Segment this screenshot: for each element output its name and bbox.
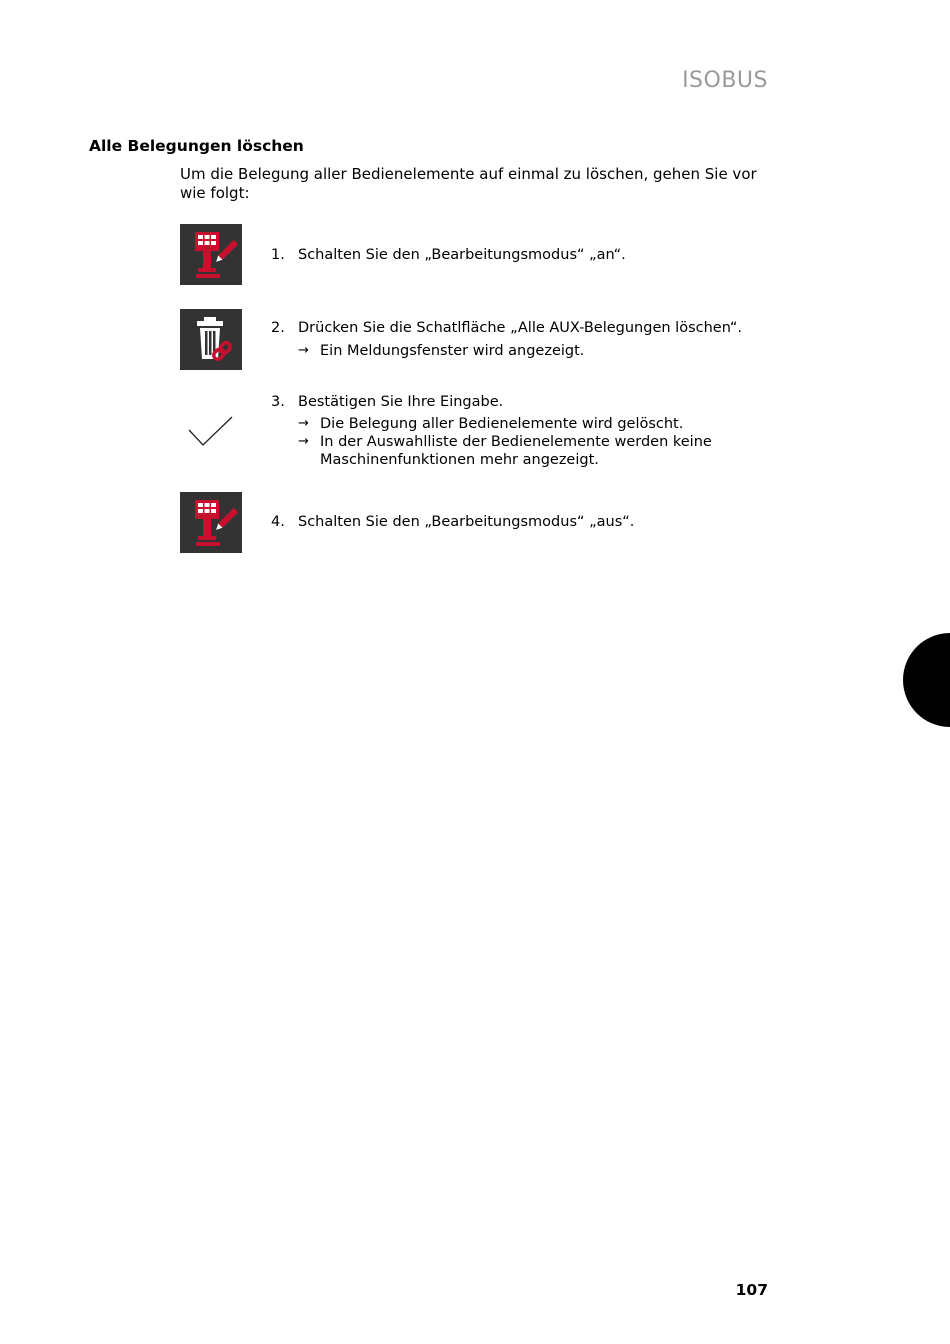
edit-mode-icon (180, 224, 242, 285)
result-arrow-icon: → (298, 343, 309, 358)
page-header-title: ISOBUS (682, 68, 768, 93)
delete-all-assignments-icon (180, 309, 242, 370)
section-heading: Alle Belegungen löschen (89, 137, 304, 155)
step-number: 4. (271, 514, 285, 530)
result-text: Ein Meldungsfenster wird angezeigt. (320, 343, 585, 359)
step-text: Drücken Sie die Schatlfläche „Alle AUX-Belegungen löschen“. (298, 320, 742, 336)
edit-mode-icon (180, 492, 242, 553)
result-text: In der Auswahlliste der Bedienelemente werden keine Maschinenfunktionen mehr angezeigt. (320, 434, 712, 468)
step-number: 2. (271, 320, 285, 336)
result-arrow-icon: → (298, 416, 309, 431)
result-arrow-icon: → (298, 434, 309, 449)
step-text: Bestätigen Sie Ihre Eingabe. (298, 394, 504, 410)
page-number: 107 (735, 1281, 768, 1299)
checkmark-icon (186, 412, 236, 448)
step-number: 3. (271, 394, 285, 410)
chapter-tab-marker (903, 633, 950, 727)
step-text: Schalten Sie den „Bearbeitungsmodus“ „aus“. (298, 514, 635, 530)
step-text: Schalten Sie den „Bearbeitungsmodus“ „an“. (298, 247, 626, 263)
intro-text: Um die Belegung aller Bedienelemente auf einmal zu löschen, gehen Sie vor wie folgt: (180, 165, 757, 202)
step-number: 1. (271, 247, 285, 263)
result-text: Die Belegung aller Bedienelemente wird gelöscht. (320, 416, 684, 432)
